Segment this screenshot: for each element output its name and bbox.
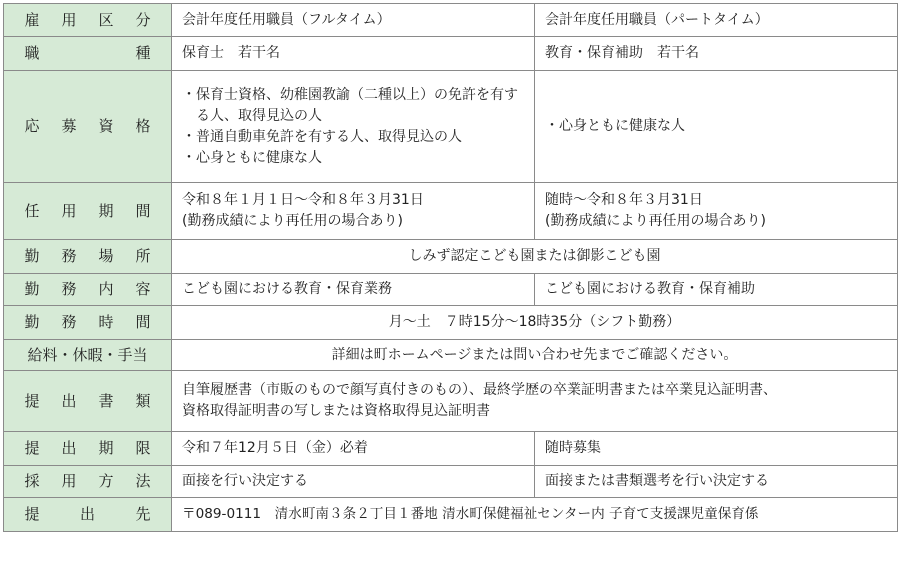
shared-cell: しみず認定こども園または御影こども園 bbox=[172, 240, 898, 274]
row-label-text: 任 用 期 間 bbox=[24, 201, 151, 220]
term-note: (勤務成績により再任用の場合あり) bbox=[182, 213, 403, 229]
qualification-item: ・心身ともに健康な人 bbox=[182, 149, 322, 166]
row-label bbox=[4, 71, 172, 183]
recruitment-table bbox=[3, 3, 898, 532]
fulltime-cell: 会計年度任用職員（フルタイム） bbox=[172, 4, 535, 37]
row-label bbox=[4, 183, 172, 240]
term-line: 令和８年１月１日～令和８年３月31日 bbox=[182, 192, 424, 208]
table-row-documents bbox=[4, 371, 898, 432]
table-row-job-type bbox=[4, 37, 898, 71]
documents-line: 資格取得証明書の写しまたは資格取得見込証明書 bbox=[182, 403, 490, 419]
row-label bbox=[4, 240, 172, 274]
term-line: 随時～令和８年３月31日 bbox=[545, 192, 703, 208]
fulltime-cell: 保育士 若干名 bbox=[172, 37, 535, 71]
row-label bbox=[4, 498, 172, 532]
row-label bbox=[4, 466, 172, 498]
fulltime-cell: 面接を行い決定する bbox=[172, 466, 535, 498]
documents-line: 自筆履歴書（市販のもので顔写真付きのもの）、最終学歴の卒業証明書または卒業見込証明書、 bbox=[182, 382, 777, 398]
row-label bbox=[4, 432, 172, 466]
parttime-cell: 随時募集 bbox=[535, 432, 898, 466]
table-row-location bbox=[4, 240, 898, 274]
row-label-text: 応 募 資 格 bbox=[24, 117, 151, 135]
row-label-text: 提 出 期 限 bbox=[24, 439, 151, 457]
row-label-text: 勤 務 場 所 bbox=[24, 247, 151, 265]
fulltime-cell: 令和７年12月５日（金）必着 bbox=[172, 432, 535, 466]
row-label-text: 給料・休暇・手当 bbox=[27, 345, 148, 364]
row-label-text: 勤 務 内 容 bbox=[24, 280, 151, 298]
table-row-submit-to bbox=[4, 498, 898, 532]
row-label bbox=[4, 4, 172, 37]
parttime-cell bbox=[535, 183, 898, 240]
term-note: (勤務成績により再任用の場合あり) bbox=[545, 213, 766, 229]
table-row-salary bbox=[4, 340, 898, 371]
row-label bbox=[4, 274, 172, 306]
row-label bbox=[4, 340, 172, 371]
row-label-text: 提 出 先 bbox=[24, 505, 151, 523]
row-label-text: 雇 用 区 分 bbox=[24, 10, 151, 29]
row-label bbox=[4, 306, 172, 340]
table-row-qualifications bbox=[4, 71, 898, 183]
shared-cell: 月～土 ７時15分～18時35分（シフト勤務） bbox=[172, 306, 898, 340]
shared-cell: 詳細は町ホームページまたは問い合わせ先までご確認ください。 bbox=[172, 340, 898, 371]
row-label-text: 提 出 書 類 bbox=[24, 391, 151, 410]
fulltime-cell bbox=[172, 71, 535, 183]
qualification-item: ・保育士資格、幼稚園教諭（二種以上）の免許を有する人、取得見込の人 bbox=[182, 86, 518, 124]
table-row-duties bbox=[4, 274, 898, 306]
parttime-cell: ・心身ともに健康な人 bbox=[535, 71, 898, 183]
row-label-text: 採 用 方 法 bbox=[24, 472, 151, 490]
table-row-hours bbox=[4, 306, 898, 340]
shared-cell bbox=[172, 371, 898, 432]
row-label bbox=[4, 37, 172, 71]
table-row-deadline bbox=[4, 432, 898, 466]
table-row-selection bbox=[4, 466, 898, 498]
parttime-cell: 教育・保育補助 若干名 bbox=[535, 37, 898, 71]
fulltime-cell: こども園における教育・保育業務 bbox=[172, 274, 535, 306]
table-row-term bbox=[4, 183, 898, 240]
row-label-text: 勤 務 時 間 bbox=[24, 313, 151, 331]
fulltime-cell bbox=[172, 183, 535, 240]
row-label bbox=[4, 371, 172, 432]
parttime-cell: 会計年度任用職員（パートタイム） bbox=[535, 4, 898, 37]
qualification-item: ・普通自動車免許を有する人、取得見込の人 bbox=[182, 128, 462, 145]
shared-cell: 〒089-0111 清水町南３条２丁目１番地 清水町保健福祉センター内 子育て支援課児童保育係 bbox=[172, 498, 898, 532]
parttime-cell: 面接または書類選考を行い決定する bbox=[535, 466, 898, 498]
parttime-cell: こども園における教育・保育補助 bbox=[535, 274, 898, 306]
table-row-employment-type bbox=[4, 4, 898, 37]
row-label-text: 職 種 bbox=[24, 44, 151, 62]
